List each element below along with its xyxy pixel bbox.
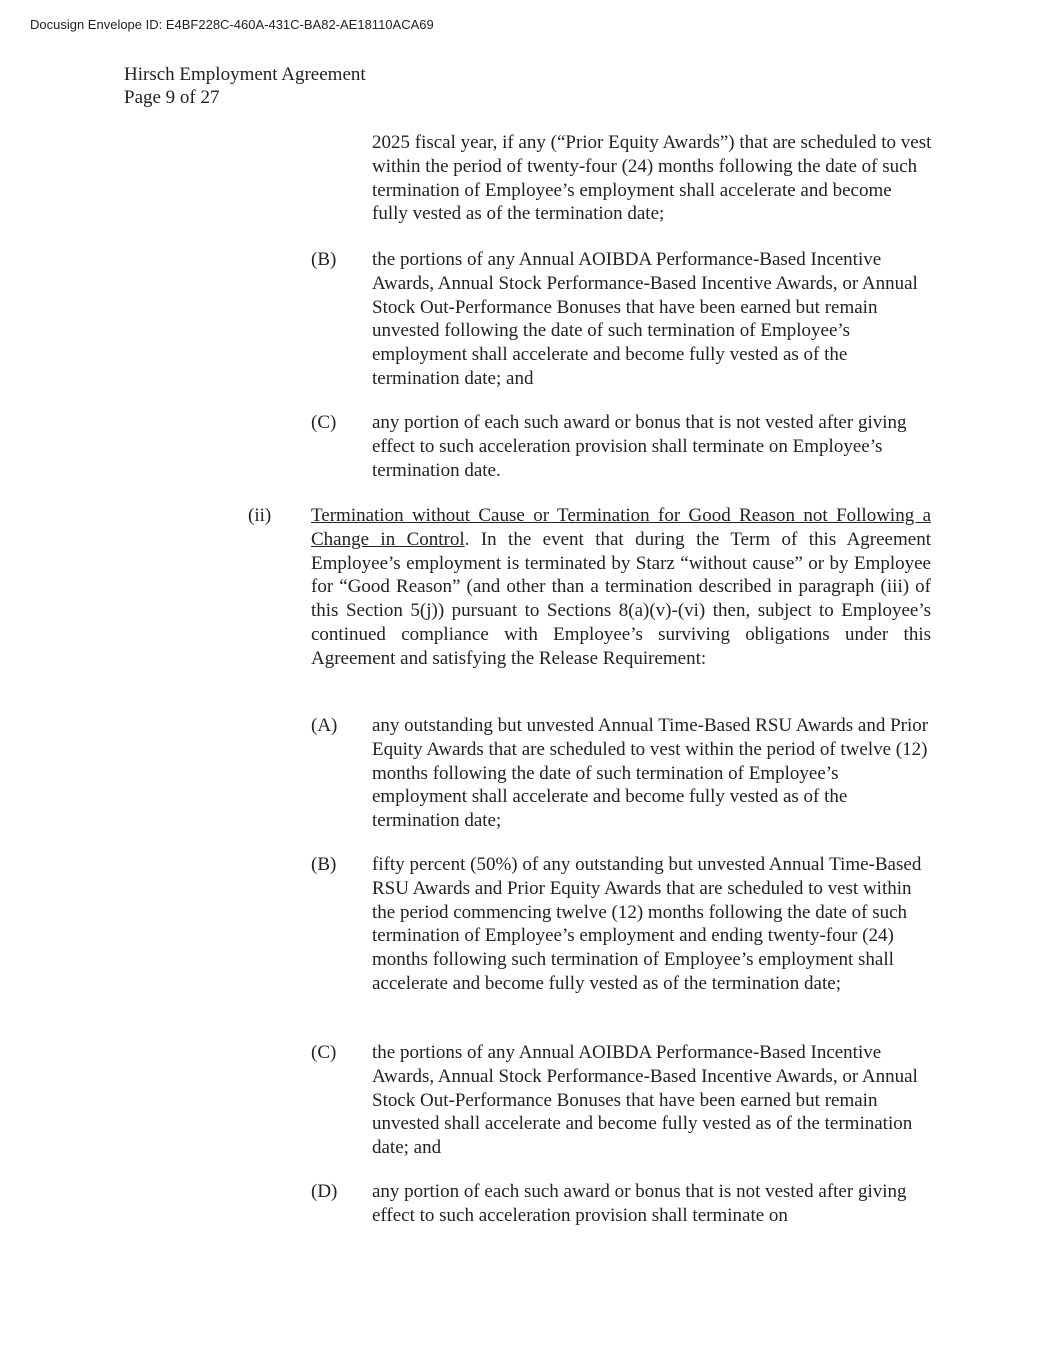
item-label: (C) [311, 1042, 337, 1063]
page-number: Page 9 of 27 [124, 87, 220, 108]
item-text: any portion of each such award or bonus that is not vested after giving effect to such acceleration provision shall terminate on Employee’s termination date. [372, 412, 907, 481]
section-paragraph [311, 504, 931, 671]
item-text: the portions of any Annual AOIBDA Performance-Based Incentive Awards, Annual Stock Performance-Based Incentive Awards, or Annual Stock Out-Performance Bonuses that have been earned but remain unvested following the date of such termination of Employee’s employment shall accelerate and become fully vested as of the termination date; and [372, 249, 918, 389]
envelope-id: Docusign Envelope ID: E4BF228C-460A-431C-BA82-AE18110ACA69 [30, 17, 434, 32]
item-label: (A) [311, 715, 338, 736]
item-label: (B) [311, 249, 337, 270]
item-text: any outstanding but unvested Annual Time-Based RSU Awards and Prior Equity Awards that are scheduled to vest within the period of twelve (12) months following the date of such termination of Employee’s employment shall accelerate and become fully vested as of the termination date; [372, 715, 929, 832]
item-label: (D) [311, 1181, 338, 1202]
section-heading: Termination without Cause or Termination for Good Reason not Following a Change in Control [311, 505, 931, 550]
section-label: (ii) [248, 505, 272, 526]
document-header [124, 63, 366, 109]
item-label: (C) [311, 412, 337, 433]
document-title: Hirsch Employment Agreement [124, 64, 366, 85]
section-body: . In the event that during the Term of this Agreement Employee’s employment is terminated by Starz “without cause” or by Employee for “Good Reason” (and other than a termination described in paragraph (iii) of this Section 5(j)) pursuant to Sections 8(a)(v)-(vi) then, subject to Employee’s continued compliance with Employee’s surviving obligations under this Agreement and satisfying the Release Requirement: [311, 528, 931, 669]
item-text: any portion of each such award or bonus that is not vested after giving effect to such acceleration provision shall terminate on [372, 1181, 907, 1226]
intro-continuation: 2025 fiscal year, if any (“Prior Equity Awards”) that are scheduled to vest within the period of twenty-four (24) months following the date of such termination of Employee’s employment shall accelerate and become fully vested as of the termination date; [372, 132, 932, 225]
item-label: (B) [311, 854, 337, 875]
item-text: fifty percent (50%) of any outstanding but unvested Annual Time-Based RSU Awards and Prior Equity Awards that are scheduled to vest within the period commencing twelve (12) months following the date of such termination of Employee’s employment and ending twenty-four (24) months following such termination of Employee’s employment shall accelerate and become fully vested as of the termination date; [372, 854, 922, 994]
item-text: the portions of any Annual AOIBDA Performance-Based Incentive Awards, Annual Stock Performance-Based Incentive Awards, or Annual Stock Out-Performance Bonuses that have been earned but remain unvested shall accelerate and become fully vested as of the termination date; and [372, 1042, 918, 1159]
